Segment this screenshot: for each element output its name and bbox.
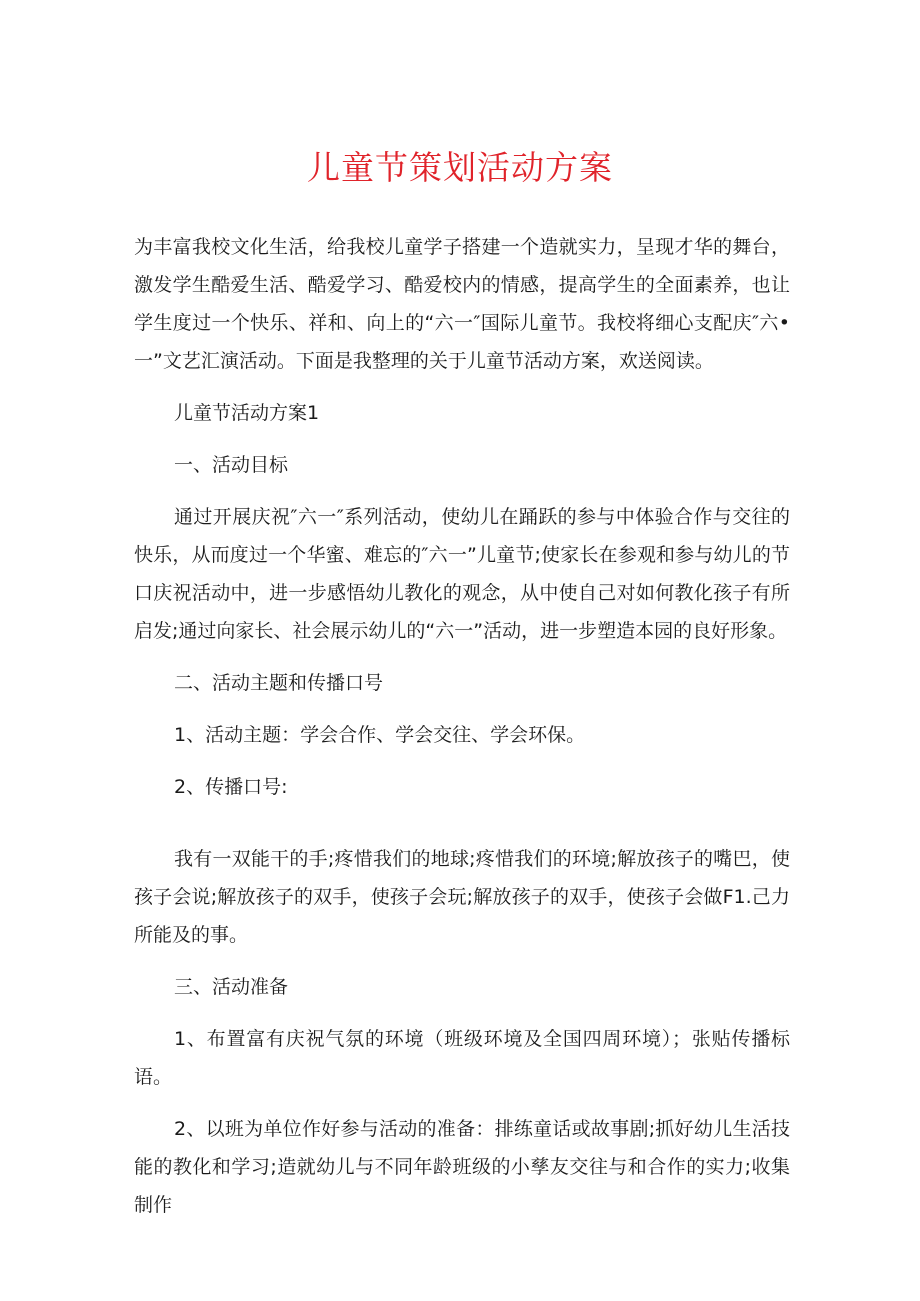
theme-item-1: 1、活动主题：学会合作、学会交往、学会环保。: [174, 724, 586, 746]
slogan-paragraph: 我有一双能干的手;疼惜我们的地球;疼惜我们的环境;解放孩子的嘴巴，使孩子会说;解放孩子的双手，使孩子会玩;解放孩子的双手，使孩子会做F1.己力所能及的事。: [134, 848, 790, 946]
section-heading-theme: 二、活动主题和传播口号: [174, 672, 384, 694]
section-heading-goals: 一、活动目标: [174, 454, 289, 476]
section-heading-preparation: 三、活动准备: [174, 976, 289, 998]
page-title: 儿童节策划活动方案: [307, 148, 613, 187]
document-body: [134, 228, 790, 1238]
intro-paragraph: 为丰富我校文化生活，给我校儿童学子搭建一个造就实力，呈现才华的舞台，激发学生酷爱生活、酷爱学习、酷爱校内的情感，提高学生的全面素养，也让学生度过一个快乐、祥和、向上的“六一″国际儿童节。我校将细心支配庆″六•一”文艺汇演活动。下面是我整理的关于儿童节活动方案，欢送阅读。: [134, 236, 790, 372]
preparation-item-2: 2、以班为单位作好参与活动的准备：排练童话或故事剧;抓好幼儿生活技能的教化和学习;造就幼儿与不同年龄班级的小孳友交往与和合作的实力;收集制作: [134, 1118, 790, 1216]
theme-item-2: 2、传播口号:: [174, 776, 288, 798]
preparation-item-1: 1、布置富有庆祝气氛的环境（班级环境及全国四周环境）；张贴传播标语。: [134, 1028, 790, 1088]
section-heading-plan-1: 儿童节活动方案1: [174, 402, 320, 424]
goals-paragraph: 通过开展庆祝″六一″系列活动，使幼儿在踊跃的参与中体验合作与交往的快乐，从而度过一个华蜜、难忘的″六一”儿童节;使家长在参观和参与幼儿的节口庆祝活动中，进一步感悟幼儿教化的观念，从中使自己对如何教化孩子有所启发;通过向家长、社会展示幼儿的“六一”活动，进一步塑造本园的良好形象。: [134, 506, 790, 642]
